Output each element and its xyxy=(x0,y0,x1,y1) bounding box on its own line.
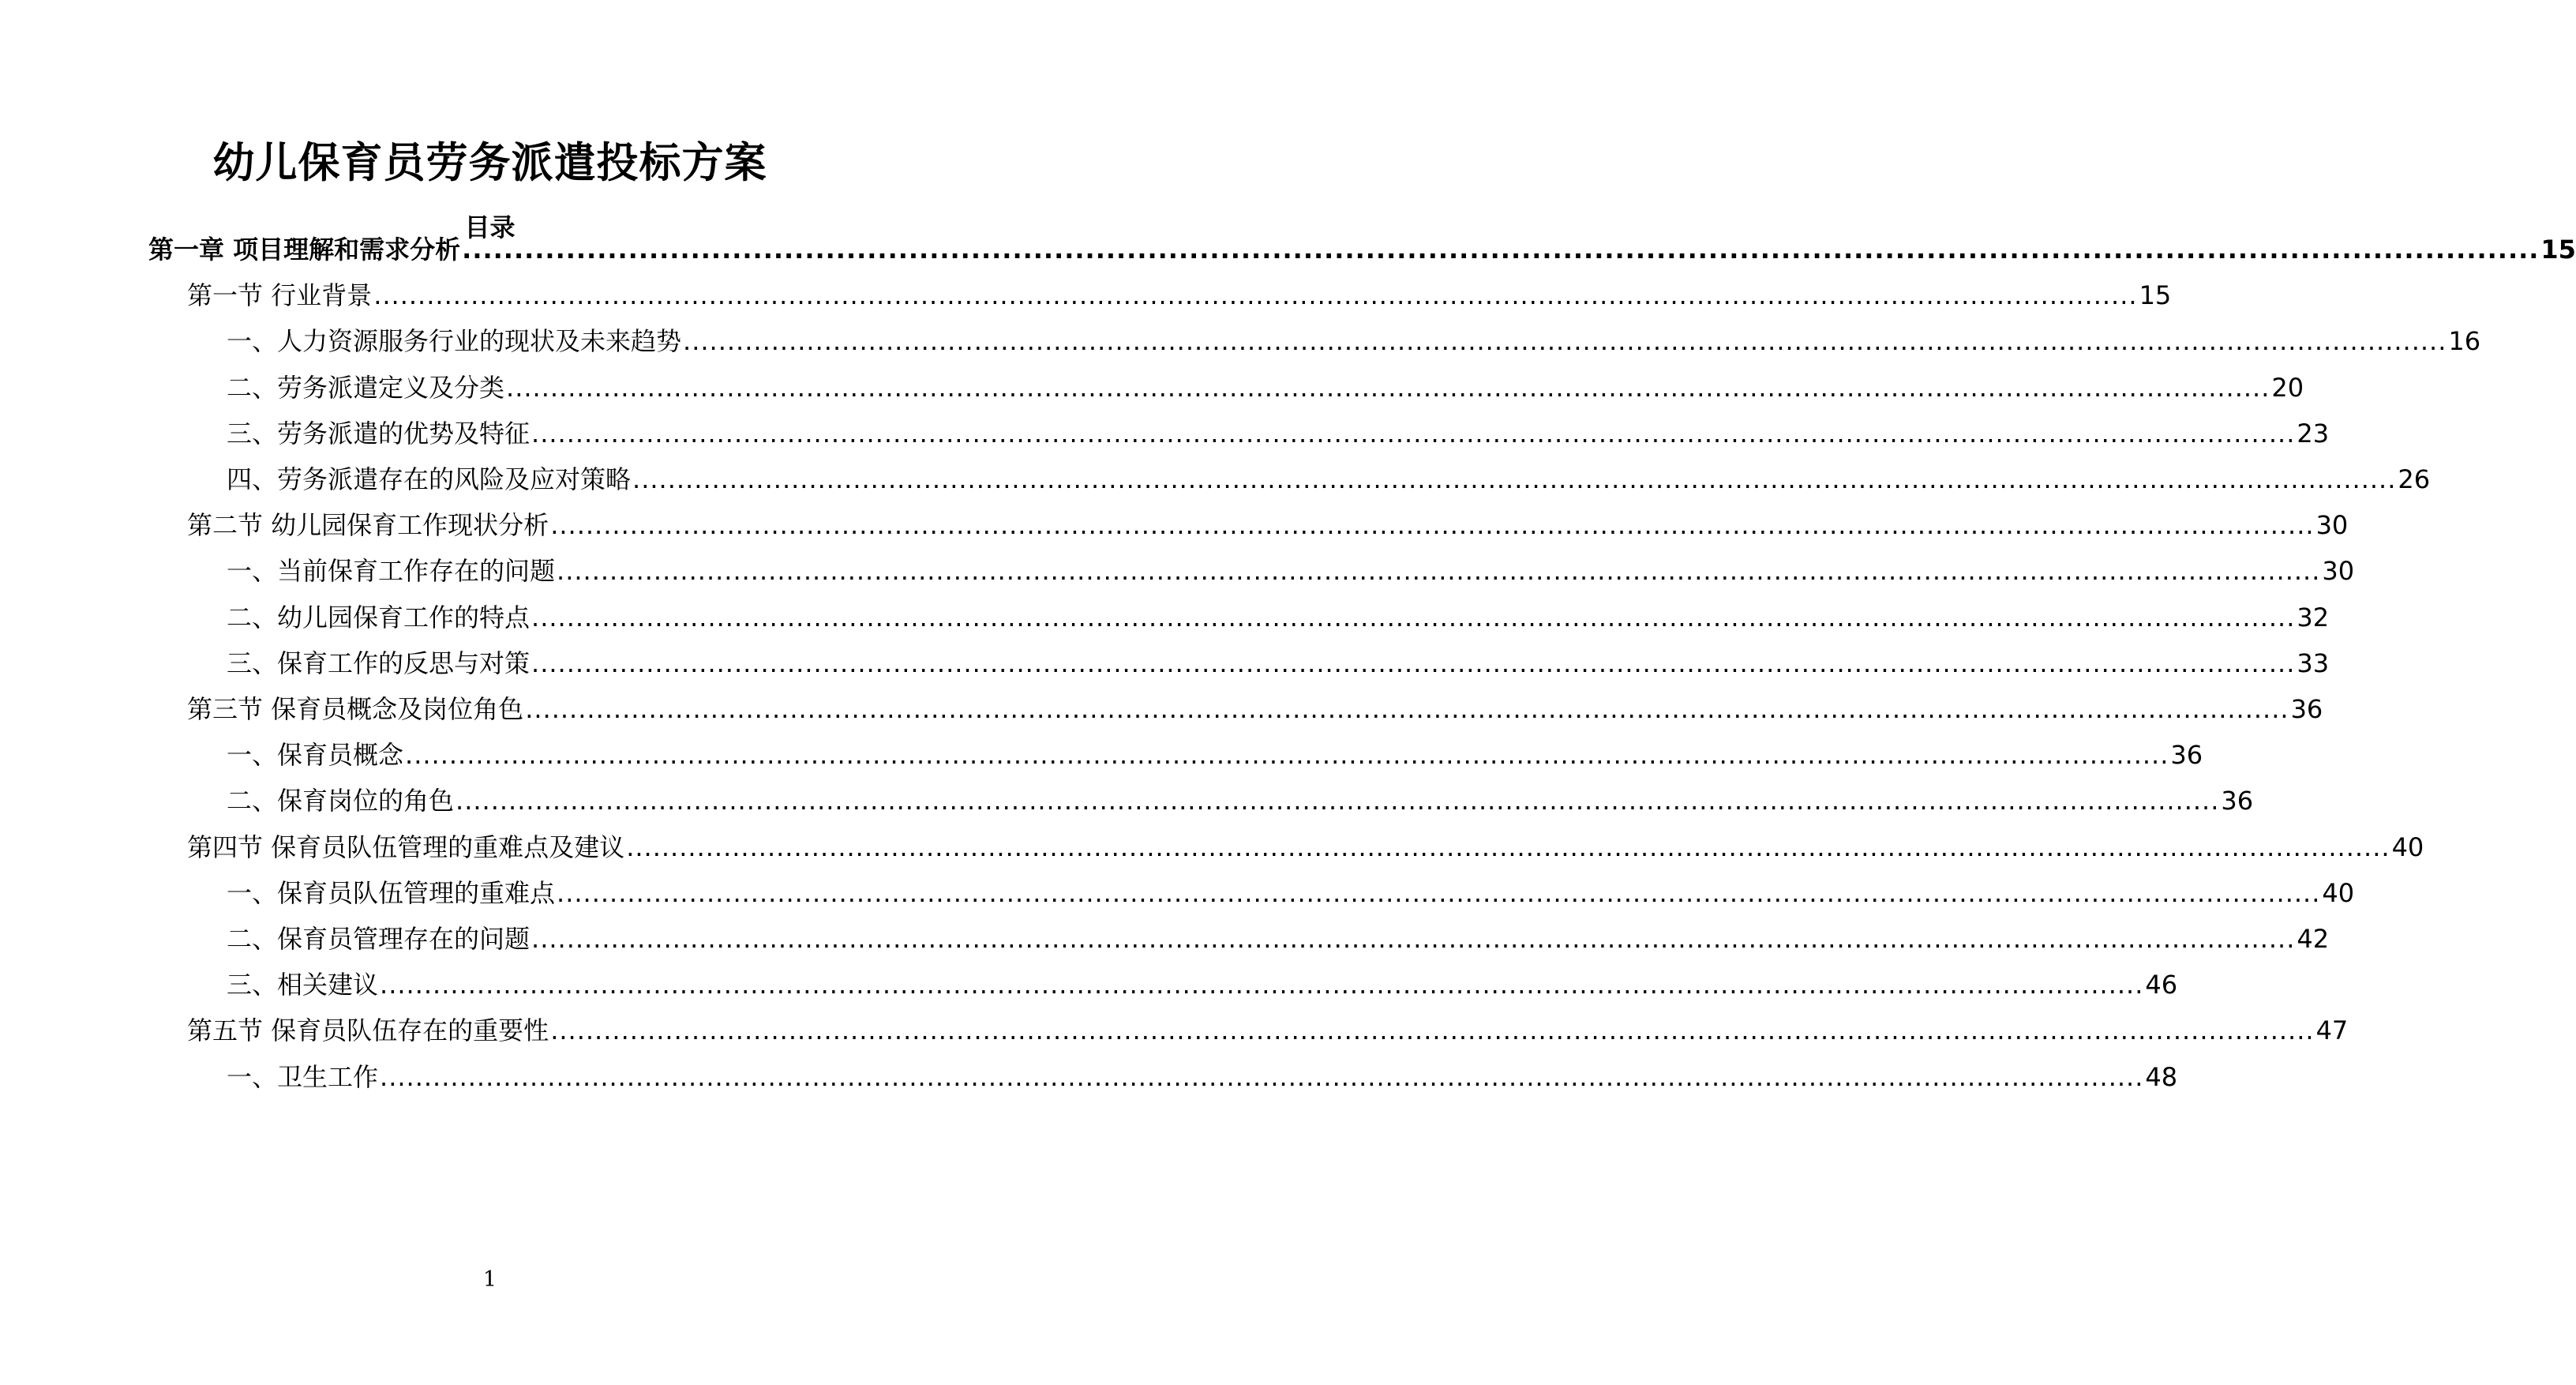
toc-entry-title: 三、保育工作的反思与对策 xyxy=(227,647,531,678)
toc-dot-leader: ........................................................................................................................................................................................................ xyxy=(531,647,2296,678)
toc-dot-leader: ........................................................................................................................................................................................................ xyxy=(380,1061,2144,1092)
toc-entry[interactable] xyxy=(227,462,2431,497)
toc-entry-title: 四、劳务派遣存在的风险及应对策略 xyxy=(227,464,632,494)
toc-entry-title: 一、卫生工作 xyxy=(227,1061,379,1092)
page-number: 1 xyxy=(482,1267,497,1292)
toc-dot-leader: ........................................................................................................................................................................................................ xyxy=(373,280,2138,311)
toc-entry-page: 40 xyxy=(2391,831,2424,862)
toc-entry[interactable] xyxy=(148,232,2576,267)
toc-entry[interactable] xyxy=(227,921,2330,956)
toc-entry-page: 40 xyxy=(2322,877,2355,908)
toc-dot-leader: ........................................................................................................................................................................................................ xyxy=(525,694,2289,724)
toc-entry[interactable] xyxy=(227,1060,2178,1094)
toc-entry-page: 16 xyxy=(2448,326,2481,357)
toc-dot-leader: ........................................................................................................................................................................................................ xyxy=(531,924,2296,954)
toc-entry-title: 第一章 项目理解和需求分析 xyxy=(148,235,461,265)
toc-entry[interactable] xyxy=(227,324,2481,358)
toc-entry[interactable] xyxy=(187,278,2172,313)
toc-dot-leader: ........................................................................................................................................................................................................ xyxy=(550,1015,2315,1046)
toc-entry-title: 三、相关建议 xyxy=(227,970,379,1000)
document-title: 幼儿保育员劳务派遣投标方案 xyxy=(212,139,767,187)
toc-entry[interactable] xyxy=(187,1013,2349,1048)
toc-entry-page: 15 xyxy=(2540,235,2576,265)
toc-entry-title: 三、劳务派遣的优势及特征 xyxy=(227,418,531,449)
toc-entry[interactable] xyxy=(227,783,2254,818)
toc-dot-leader: ........................................................................................................................................................................................................ xyxy=(380,970,2144,1000)
toc-entry-page: 46 xyxy=(2145,970,2178,1000)
toc-entry[interactable] xyxy=(227,967,2178,1002)
toc-entry-page: 48 xyxy=(2145,1061,2178,1092)
toc-dot-leader: ........................................................................................................................................................................................................ xyxy=(550,510,2315,541)
toc-entry[interactable] xyxy=(227,738,2203,772)
toc-dot-leader: ........................................................................................................................................................................................................ xyxy=(632,464,2397,494)
toc-entry-title: 第三节 保育员概念及岗位角色 xyxy=(187,694,524,724)
toc-entry-title: 第五节 保育员队伍存在的重要性 xyxy=(187,1015,549,1046)
toc-heading: 目录 xyxy=(464,212,516,242)
toc-dot-leader: ........................................................................................................................................................................................................ xyxy=(557,556,2321,587)
toc-dot-leader: ........................................................................................................................................................................................................ xyxy=(557,877,2321,908)
toc-entry-page: 42 xyxy=(2297,924,2330,954)
toc-entry[interactable] xyxy=(227,370,2304,405)
toc-entry-page: 30 xyxy=(2315,510,2349,541)
toc-dot-leader: ........................................................................................................................................................................................................ xyxy=(531,602,2296,632)
toc-entry-page: 15 xyxy=(2139,280,2172,311)
toc-entry-page: 36 xyxy=(2221,786,2254,816)
toc-entry-title: 一、当前保育工作存在的问题 xyxy=(227,556,556,587)
toc-entry-title: 第四节 保育员队伍管理的重难点及建议 xyxy=(187,831,625,862)
toc-entry-title: 一、保育员队伍管理的重难点 xyxy=(227,877,556,908)
toc-entry-page: 36 xyxy=(2170,740,2203,771)
toc-entry-page: 23 xyxy=(2297,418,2330,449)
toc-dot-leader: ........................................................................................................................................................................................................ xyxy=(531,418,2296,449)
toc-entry-title: 第一节 行业背景 xyxy=(187,280,373,311)
toc-dot-leader: ........................................................................................................................................................................................................ xyxy=(456,786,2220,816)
toc-entry[interactable] xyxy=(187,508,2349,542)
toc-entry-page: 26 xyxy=(2398,464,2431,494)
toc-entry[interactable] xyxy=(227,600,2330,635)
toc-entry-title: 第二节 幼儿园保育工作现状分析 xyxy=(187,510,549,541)
toc-entry[interactable] xyxy=(187,830,2424,865)
toc-dot-leader: ........................................................................................................................................................................................................ xyxy=(405,740,2169,771)
toc-entry-page: 47 xyxy=(2315,1015,2349,1046)
toc-entry-page: 30 xyxy=(2322,556,2355,587)
toc-entry-title: 二、幼儿园保育工作的特点 xyxy=(227,602,531,632)
toc-entry-title: 二、保育岗位的角色 xyxy=(227,786,455,816)
toc-entry[interactable] xyxy=(227,416,2330,451)
toc-entry-page: 32 xyxy=(2297,602,2330,632)
toc-entry-page: 20 xyxy=(2271,372,2304,403)
toc-entry-title: 二、保育员管理存在的问题 xyxy=(227,924,531,954)
toc-entry[interactable] xyxy=(227,646,2330,681)
toc-entry-page: 33 xyxy=(2297,647,2330,678)
toc-entry-title: 一、保育员概念 xyxy=(227,740,404,771)
toc-entry-page: 36 xyxy=(2290,694,2323,724)
toc-entry[interactable] xyxy=(187,692,2323,726)
toc-entry-title: 二、劳务派遣定义及分类 xyxy=(227,372,505,403)
toc-entry[interactable] xyxy=(227,876,2355,910)
toc-dot-leader: ........................................................................................................................................................................................................ xyxy=(462,235,2540,265)
toc-entry-title: 一、人力资源服务行业的现状及未来趋势 xyxy=(227,326,682,357)
toc-entry[interactable] xyxy=(227,554,2355,588)
toc-dot-leader: ........................................................................................................................................................................................................ xyxy=(626,831,2390,862)
toc-dot-leader: ........................................................................................................................................................................................................ xyxy=(506,372,2270,403)
toc-dot-leader: ........................................................................................................................................................................................................ xyxy=(683,326,2447,357)
